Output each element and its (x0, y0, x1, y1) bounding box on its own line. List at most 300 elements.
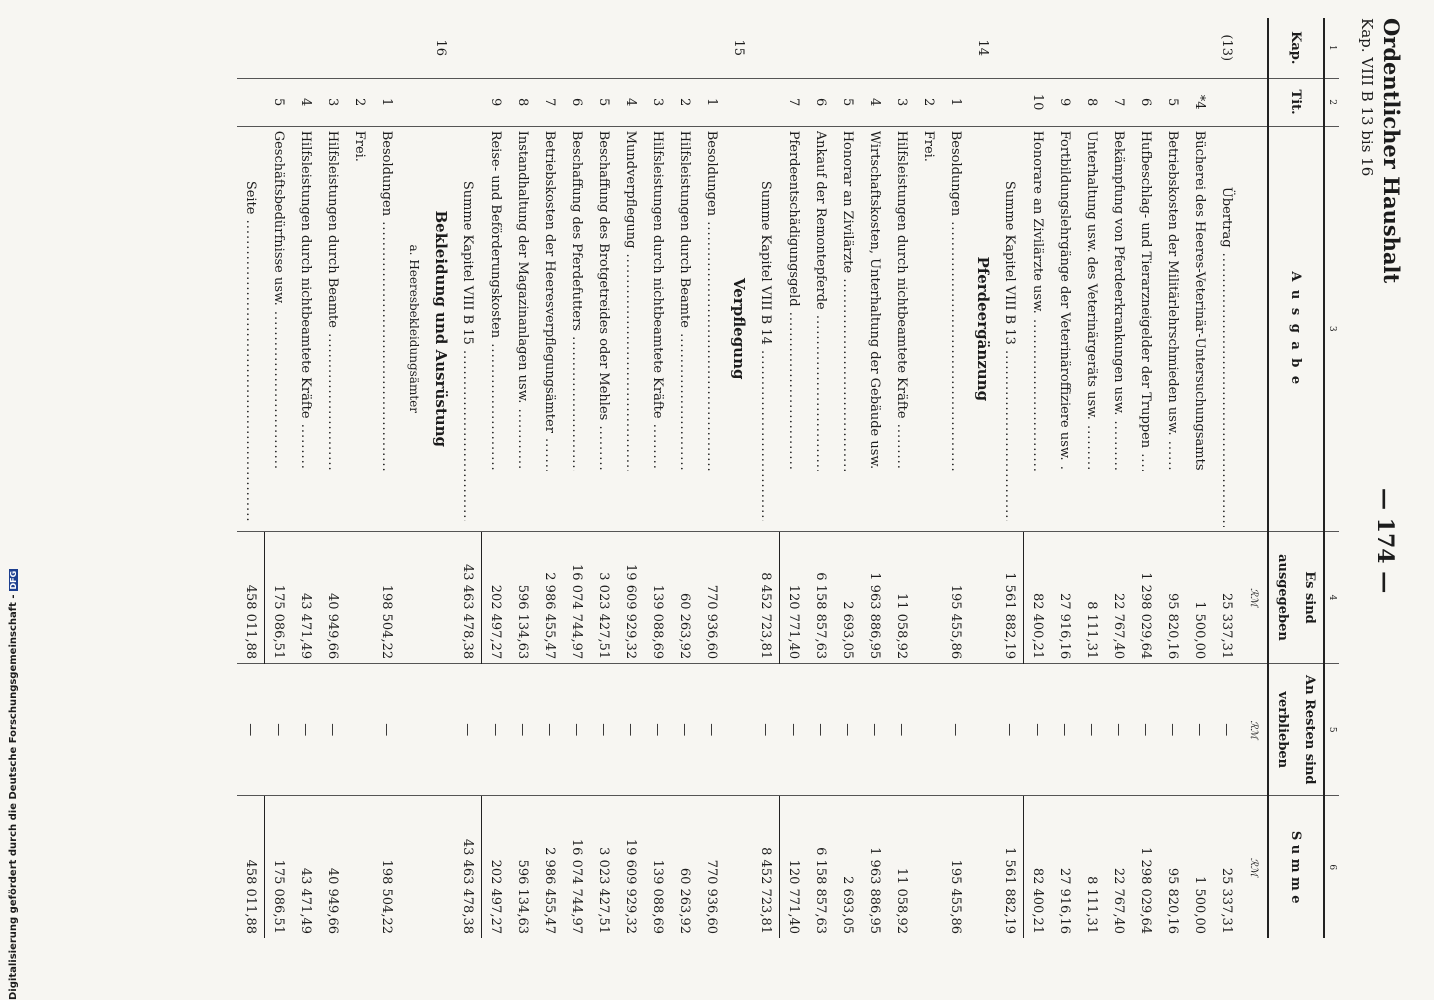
row-tit: 6 (1132, 78, 1159, 126)
row-verblieben: — (1159, 664, 1186, 796)
row-kap (292, 18, 319, 78)
row-verblieben: — (888, 664, 915, 796)
document-title: Ordentlicher Haushalt (1379, 18, 1404, 284)
table-row (563, 18, 590, 938)
row-description-text: Übertrag ..... (1213, 187, 1240, 527)
row-summe: 770 936,60 (704, 859, 719, 934)
row-verblieben: — (454, 664, 482, 796)
row-ausgegeben (915, 531, 942, 663)
row-verblieben (915, 664, 942, 796)
column-number-row (1324, 18, 1339, 938)
row-description (400, 126, 427, 531)
row-description-text: Hilfsleistungen durch nichtbeamtete Kräfte ..... (644, 131, 671, 471)
row-description (807, 126, 834, 531)
row-ausgegeben: 195 455,86 (942, 531, 969, 663)
table-row (617, 18, 644, 938)
row-kap (942, 18, 969, 78)
row-description-text: Unterhaltung usw. des Veterinärgeräts usw. ..... (1078, 131, 1105, 471)
row-summe (969, 796, 996, 938)
row-verblieben: — (1132, 664, 1159, 796)
header-ausgabe: A u s g a b e (1268, 126, 1324, 531)
row-kap (237, 18, 265, 78)
unit-label: ℛℳ (1248, 857, 1259, 877)
row-description (482, 126, 510, 531)
row-verblieben: — (373, 664, 400, 796)
row-ausgegeben: 3 023 427,51 (590, 531, 617, 663)
row-kap (752, 18, 780, 78)
row-ausgegeben: 2 986 455,47 (536, 531, 563, 663)
row-tit (969, 78, 996, 126)
row-description-text: Hilfsleistungen durch nichtbeamtete Kräfte ..... (888, 131, 915, 471)
row-tit: 4 (861, 78, 888, 126)
row-description (373, 126, 400, 531)
row-description (237, 126, 265, 531)
row-summe: 2 986 455,47 (542, 847, 557, 934)
row-description (752, 126, 780, 531)
row-description (861, 126, 888, 531)
header-tit: Tit. (1268, 78, 1324, 126)
row-description (1186, 126, 1213, 531)
row-ausgegeben: 6 158 857,63 (807, 531, 834, 663)
row-summe: 120 771,40 (780, 796, 808, 938)
row-description (942, 126, 969, 531)
header-kap: Kap. (1268, 18, 1324, 78)
column-number: 4 (1324, 531, 1339, 663)
row-kap (1132, 18, 1159, 78)
row-verblieben: — (536, 664, 563, 796)
row-description (644, 126, 671, 531)
row-kap (346, 18, 373, 78)
row-kap (888, 18, 915, 78)
row-description-text: Beschaffung des Brotgetreides oder Mehles ..... (590, 131, 617, 471)
row-tit: 10 (1024, 78, 1052, 126)
row-description-text: Frei. (921, 130, 936, 162)
row-kap (1051, 18, 1078, 78)
row-description (536, 126, 563, 531)
row-tit (725, 78, 752, 126)
row-ausgegeben: 202 497,27 (482, 531, 510, 663)
row-ausgegeben: 2 693,05 (834, 531, 861, 663)
row-ausgegeben: 458 011,88 (237, 531, 265, 663)
row-ausgegeben: 82 400,21 (1024, 531, 1052, 663)
row-kap (509, 18, 536, 78)
row-description-text: a. Heeresbekleidungsämter (407, 244, 421, 413)
row-tit (996, 78, 1024, 126)
row-description (454, 126, 482, 531)
row-kap (617, 18, 644, 78)
row-verblieben: — (617, 664, 644, 796)
row-description-text: Besoldungen ..... (373, 131, 400, 471)
row-description-text: Wirtschaftskosten, Unterhaltung der Gebäude usw. ..... (861, 131, 888, 471)
row-kap (1105, 18, 1132, 78)
row-summe: 82 400,21 (1024, 796, 1052, 938)
table-row (1024, 18, 1052, 938)
row-verblieben: — (1051, 664, 1078, 796)
table-row (265, 18, 293, 938)
row-kap (1024, 18, 1052, 78)
row-description (292, 126, 319, 531)
row-kap: 16 (427, 18, 454, 78)
row-description-text: Ankauf der Remontepferde ..... (807, 131, 834, 471)
row-description (1132, 126, 1159, 531)
row-summe: 202 497,27 (482, 796, 510, 938)
row-ausgegeben: 22 767,40 (1105, 531, 1132, 663)
row-tit: 7 (780, 78, 808, 126)
row-tit: 5 (1159, 78, 1186, 126)
row-summe: 40 949,66 (325, 867, 340, 934)
row-ausgegeben: 8 452 723,81 (752, 531, 780, 663)
row-description-text: Besoldungen ..... (698, 131, 725, 471)
table-row (536, 18, 563, 938)
row-summe: 19 609 929,32 (623, 838, 638, 934)
row-summe (915, 796, 942, 938)
row-summe (725, 796, 752, 938)
dfg-logo-icon: DFG (9, 570, 18, 590)
header-row (1268, 18, 1324, 938)
row-verblieben: — (563, 664, 590, 796)
row-summe (427, 796, 454, 938)
table-row (834, 18, 861, 938)
row-tit: 4 (617, 78, 644, 126)
row-kap (915, 18, 942, 78)
row-kap (996, 18, 1024, 78)
row-summe: 1 561 882,19 (1002, 847, 1017, 934)
row-summe: 16 074 744,97 (569, 838, 584, 934)
row-description-text: Besoldungen ..... (942, 131, 969, 471)
row-description-text: Frei. (352, 130, 367, 162)
row-ausgegeben (400, 531, 427, 663)
row-summe: 596 134,63 (515, 859, 530, 934)
row-verblieben (427, 664, 454, 796)
table-row (1186, 18, 1213, 938)
row-summe: 195 455,86 (948, 859, 963, 934)
row-tit: 2 (915, 78, 942, 126)
row-ausgegeben: 596 134,63 (509, 531, 536, 663)
table-row (292, 18, 319, 938)
table-row (698, 18, 725, 938)
row-tit (427, 78, 454, 126)
row-verblieben: — (861, 664, 888, 796)
table-row (509, 18, 536, 938)
row-tit: 9 (482, 78, 510, 126)
table-row (482, 18, 510, 938)
row-verblieben: — (807, 664, 834, 796)
row-summe: 22 767,40 (1111, 867, 1126, 934)
row-verblieben: — (752, 664, 780, 796)
row-ausgegeben: 120 771,40 (780, 531, 808, 663)
table-row (644, 18, 671, 938)
table-row (725, 18, 752, 938)
row-description (725, 126, 752, 531)
row-ausgegeben: 40 949,66 (319, 531, 346, 663)
row-description (969, 126, 996, 531)
row-description (563, 126, 590, 531)
row-description (671, 126, 698, 531)
column-number: 3 (1324, 126, 1339, 531)
row-tit: 1 (373, 78, 400, 126)
row-ausgegeben: 16 074 744,97 (563, 531, 590, 663)
row-description (617, 126, 644, 531)
row-description-text: Hilfsleistungen durch Beamte ..... (671, 131, 698, 471)
row-kap (1159, 18, 1186, 78)
row-summe: 60 263,92 (677, 867, 692, 934)
row-verblieben (400, 664, 427, 796)
row-description-text: Mundverpflegung ..... (617, 131, 644, 471)
row-kap (644, 18, 671, 78)
row-tit: 8 (509, 78, 536, 126)
row-description (1159, 126, 1186, 531)
row-ausgegeben: 198 504,22 (373, 531, 400, 663)
row-tit: 1 (942, 78, 969, 126)
row-summe (346, 796, 373, 938)
row-tit: 1 (698, 78, 725, 126)
row-verblieben: — (834, 664, 861, 796)
row-verblieben: — (780, 664, 808, 796)
row-summe: 3 023 427,51 (596, 847, 611, 934)
unit-label: ℛℳ (1240, 531, 1268, 663)
row-verblieben: — (590, 664, 617, 796)
table-row (942, 18, 969, 938)
row-kap (319, 18, 346, 78)
row-verblieben: — (1105, 664, 1132, 796)
row-description (1024, 126, 1052, 531)
row-ausgegeben: 43 471,49 (292, 531, 319, 663)
row-kap (1186, 18, 1213, 78)
column-number: 5 (1324, 664, 1339, 796)
column-number: 1 (1324, 18, 1339, 78)
row-verblieben: — (644, 664, 671, 796)
row-ausgegeben: 25 337,31 (1213, 531, 1240, 663)
row-description (1213, 126, 1240, 531)
row-tit: 3 (319, 78, 346, 126)
row-kap (698, 18, 725, 78)
row-summe: 139 088,69 (650, 859, 665, 934)
table-row (427, 18, 454, 938)
row-ausgegeben: 1 298 029,64 (1132, 531, 1159, 663)
row-kap (671, 18, 698, 78)
row-description-text: Summe Kapitel VIII B 15 ..... (454, 181, 481, 521)
table-row (1078, 18, 1105, 938)
row-description (1105, 126, 1132, 531)
row-tit: 2 (346, 78, 373, 126)
row-description-text: Betriebskosten der Heeresverpflegungsämter ..... (536, 131, 563, 471)
row-tit: 4 (292, 78, 319, 126)
row-kap (590, 18, 617, 78)
row-kap (563, 18, 590, 78)
row-verblieben: — (509, 664, 536, 796)
row-tit: 2 (671, 78, 698, 126)
row-kap (265, 18, 293, 78)
row-tit (752, 78, 780, 126)
row-kap (1078, 18, 1105, 78)
row-ausgegeben: 27 916,16 (1051, 531, 1078, 663)
row-verblieben (725, 664, 752, 796)
row-tit: 6 (807, 78, 834, 126)
table-row (969, 18, 996, 938)
row-description (1051, 126, 1078, 531)
table-row (807, 18, 834, 938)
row-tit: 5 (590, 78, 617, 126)
table-row (319, 18, 346, 938)
row-description (834, 126, 861, 531)
row-description (319, 126, 346, 531)
row-ausgegeben: 1 500,00 (1186, 531, 1213, 663)
row-tit: 5 (834, 78, 861, 126)
row-verblieben: — (1186, 664, 1213, 796)
row-description-text: Bekleidung und Ausrüstung (432, 210, 450, 448)
row-ausgegeben: 11 058,92 (888, 531, 915, 663)
table-row (915, 18, 942, 938)
row-description (346, 126, 373, 531)
page-number: — 174 — (1372, 488, 1398, 594)
row-ausgegeben: 60 263,92 (671, 531, 698, 663)
row-description (698, 126, 725, 531)
row-ausgegeben: 8 111,31 (1078, 531, 1105, 663)
row-description-text: Hilfsleistungen durch Beamte ..... (319, 131, 346, 471)
row-summe: 1 500,00 (1192, 876, 1207, 934)
row-ausgegeben: 175 086,51 (265, 531, 293, 663)
row-summe: 2 693,05 (840, 876, 855, 934)
row-kap: 14 (969, 18, 996, 78)
row-tit (454, 78, 482, 126)
row-verblieben (969, 664, 996, 796)
row-ausgegeben: 139 088,69 (644, 531, 671, 663)
row-tit: 3 (644, 78, 671, 126)
row-description-text: Hufbeschlag- und Tierarzneigelder der Truppen ..... (1132, 131, 1159, 471)
row-kap (780, 18, 808, 78)
row-summe: 1 963 886,95 (867, 847, 882, 934)
table-row (861, 18, 888, 938)
row-description-text: Seite ..... (237, 181, 264, 521)
row-description (996, 126, 1024, 531)
row-kap (861, 18, 888, 78)
row-verblieben: — (671, 664, 698, 796)
row-summe: 8 111,31 (1084, 876, 1099, 934)
row-description-text: Pferdeergänzung (974, 256, 992, 402)
row-description-text: Hilfsleistungen durch nichtbeamtete Kräfte ..... (292, 131, 319, 471)
row-summe: 6 158 857,63 (813, 847, 828, 934)
row-description (1078, 126, 1105, 531)
row-verblieben: — (1213, 664, 1240, 796)
column-number: 6 (1324, 796, 1339, 938)
row-kap: (13) (1213, 18, 1240, 78)
row-description-text: Bücherei des Heeres-Veterinär-Untersuchungsamts ..... (1186, 131, 1213, 471)
header-verblieben: An Resten sind verblieben (1268, 664, 1324, 796)
row-ausgegeben: 95 820,16 (1159, 531, 1186, 663)
table-row (780, 18, 808, 938)
row-ausgegeben: 19 609 929,32 (617, 531, 644, 663)
header-summe: S u m m e (1268, 796, 1324, 938)
row-description-text: Reise- und Beförderungskosten ..... (482, 131, 509, 471)
table-row (346, 18, 373, 938)
row-verblieben: — (1078, 664, 1105, 796)
row-summe: 198 504,22 (379, 859, 394, 934)
row-description-text: Betriebskosten der Militärlehrschmieden usw. ..... (1159, 131, 1186, 471)
row-ausgegeben (725, 531, 752, 663)
table-row (1105, 18, 1132, 938)
table-row (996, 18, 1024, 938)
row-summe: 8 452 723,81 (758, 847, 773, 934)
table-row (752, 18, 780, 938)
row-kap (807, 18, 834, 78)
table-row (1132, 18, 1159, 938)
row-verblieben: — (698, 664, 725, 796)
row-summe: 11 058,92 (894, 867, 909, 934)
row-tit (237, 78, 265, 126)
row-summe: 27 916,16 (1057, 867, 1072, 934)
row-summe: 43 463 478,38 (460, 838, 475, 934)
row-summe: 43 471,49 (298, 867, 313, 934)
row-description-text: Summe Kapitel VIII B 13 ..... (996, 181, 1023, 521)
row-description-text: Instandhaltung der Magazinanlagen usw. ..... (509, 131, 536, 471)
row-verblieben: — (319, 664, 346, 796)
row-description (915, 126, 942, 531)
table-row (590, 18, 617, 938)
row-tit: 7 (1105, 78, 1132, 126)
row-summe: 458 011,88 (243, 859, 258, 934)
document-subtitle: Kap. VIII B 13 bis 16 (1358, 18, 1376, 177)
row-tit: 3 (888, 78, 915, 126)
column-number: 2 (1324, 78, 1339, 126)
row-description-text: Summe Kapitel VIII B 14 ..... (752, 181, 779, 521)
row-description-text: Bekämpfung von Pferdeerkrankungen usw. ..... (1105, 131, 1132, 471)
row-tit: 6 (563, 78, 590, 126)
row-verblieben: — (482, 664, 510, 796)
row-tit: 9 (1051, 78, 1078, 126)
table-row (1051, 18, 1078, 938)
row-verblieben: — (1024, 664, 1052, 796)
funding-note (8, 570, 19, 1000)
row-ausgegeben: 770 936,60 (698, 531, 725, 663)
row-verblieben: — (265, 664, 293, 796)
row-description-text: Beschaffung des Pferdefutters ..... (563, 131, 590, 471)
row-description (780, 126, 808, 531)
funding-note-text: Digitalisierung gefördert durch die Deutsche Forschungsgemeinschaft - (8, 594, 19, 1000)
row-summe: 25 337,31 (1219, 867, 1234, 934)
row-tit: 5 (265, 78, 293, 126)
table-row (400, 18, 427, 938)
table-row (671, 18, 698, 938)
row-ausgegeben: 1 963 886,95 (861, 531, 888, 663)
row-description-text: Pferdeentschädigungsgeld ..... (780, 131, 807, 471)
row-tit: 7 (536, 78, 563, 126)
row-verblieben: — (996, 664, 1024, 796)
row-kap (454, 18, 482, 78)
row-ausgegeben (346, 531, 373, 663)
row-kap (834, 18, 861, 78)
row-tit: 8 (1078, 78, 1105, 126)
row-kap (536, 18, 563, 78)
row-verblieben: — (292, 664, 319, 796)
row-description-text: Verpflegung (730, 278, 748, 380)
row-kap: 15 (725, 18, 752, 78)
row-description (888, 126, 915, 531)
table-row (888, 18, 915, 938)
unit-label: ℛℳ (1240, 664, 1268, 796)
table-row (373, 18, 400, 938)
table-row (1213, 18, 1240, 938)
row-ausgegeben: 1 561 882,19 (996, 531, 1024, 663)
row-kap (482, 18, 510, 78)
row-summe: 175 086,51 (265, 796, 293, 938)
row-description (590, 126, 617, 531)
table-row (237, 18, 265, 938)
row-summe (400, 796, 427, 938)
row-verblieben: — (942, 664, 969, 796)
row-ausgegeben: 43 463 478,38 (454, 531, 482, 663)
row-ausgegeben (427, 531, 454, 663)
row-description (509, 126, 536, 531)
